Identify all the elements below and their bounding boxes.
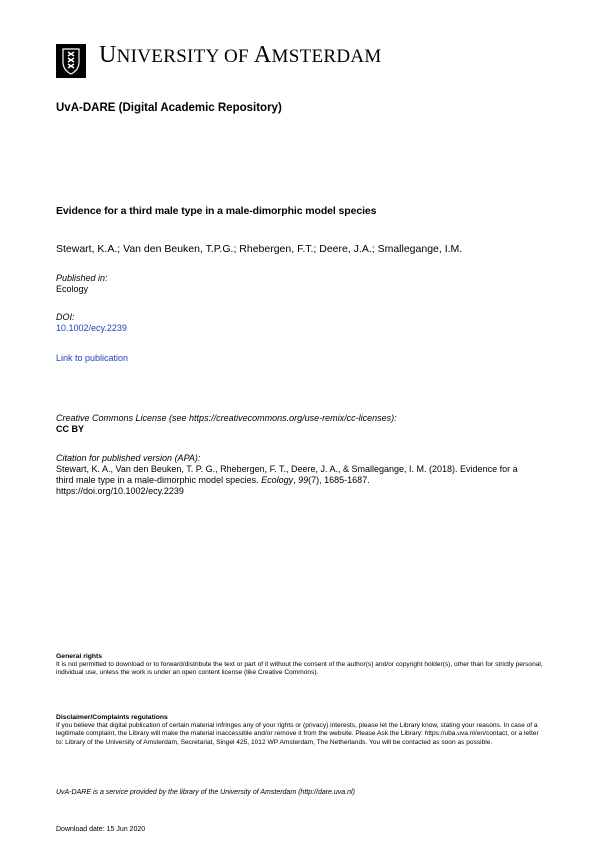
university-logo: [56, 44, 86, 78]
citation-volume: 99: [298, 475, 309, 485]
citation-main: Stewart, K. A., Van den Beuken, T. P. G., Rhebergen, F. T., Deere, J. A., & Smallegange, I. M. (2018). Evidence for a third male type in a male-dimorphic model species.: [56, 464, 518, 485]
published-in-value: Ecology: [56, 284, 89, 294]
published-in-label: Published in:: [56, 273, 108, 283]
university-rest: NIVERSITY OF: [116, 46, 254, 67]
city-rest: MSTERDAM: [271, 46, 382, 67]
download-date: Download date: 15 Jun 2020: [56, 826, 146, 833]
license-value: CC BY: [56, 424, 85, 434]
citation-pages: (7), 1685-1687.: [308, 475, 370, 485]
university-name: [99, 44, 382, 68]
citation-block: [56, 453, 526, 497]
license-label: Creative Commons License (see https://creativecommons.org/use-remix/cc-licenses):: [56, 413, 397, 423]
link-to-publication-block: [56, 353, 128, 364]
city-initial: A: [253, 42, 272, 68]
general-rights-text: It is not permitted to download or to forward/distribute the text or part of it without the consent of the author(s) and/or copyright holder(s), other than for strictly personal, individual use, unless the work is under an open content license (like Creative Commons).: [56, 661, 543, 677]
service-note: UvA-DARE is a service provided by the library of the University of Amsterdam (http://dare.uva.nl): [56, 789, 355, 796]
published-in: [56, 273, 108, 295]
citation-journal: Ecology: [261, 475, 294, 485]
disclaimer-heading: Disclaimer/Complaints regulations: [56, 714, 168, 721]
disclaimer-text: If you believe that digital publication of certain material infringes any of your rights or (privacy) interests, please let the Library know, stating your reasons. In case of a legitimate complaint, the Library will make the material inaccessible and/or remove it from the website. Please Ask the Library: https://uba.uva.nl/en/contact, or a letter to: Library of the University of Amsterdam, Secretariat, Singel 425, 1012 WP Amsterdam, The Netherlands. You will be contacted as soon as possible.: [56, 722, 539, 746]
repository-name: UvA-DARE (Digital Academic Repository): [56, 102, 282, 114]
doi-block: [56, 312, 127, 334]
document-title: Evidence for a third male type in a male-dimorphic model species: [56, 205, 377, 217]
citation-label: Citation for published version (APA):: [56, 453, 201, 463]
license-block: [56, 413, 397, 435]
citation-url: https://doi.org/10.1002/ecy.2239: [56, 486, 184, 496]
citation-text: [56, 464, 526, 497]
authors: Stewart, K.A.; Van den Beuken, T.P.G.; Rhebergen, F.T.; Deere, J.A.; Smallegange, I.M.: [56, 243, 463, 255]
general-rights: [56, 653, 546, 678]
doi-link[interactable]: 10.1002/ecy.2239: [56, 323, 127, 333]
link-to-publication[interactable]: Link to publication: [56, 353, 129, 363]
citation-separator: ,: [293, 475, 299, 485]
university-initial: U: [99, 42, 117, 68]
general-rights-heading: General rights: [56, 653, 103, 660]
doi-label: DOI:: [56, 312, 75, 322]
disclaimer: [56, 714, 546, 747]
